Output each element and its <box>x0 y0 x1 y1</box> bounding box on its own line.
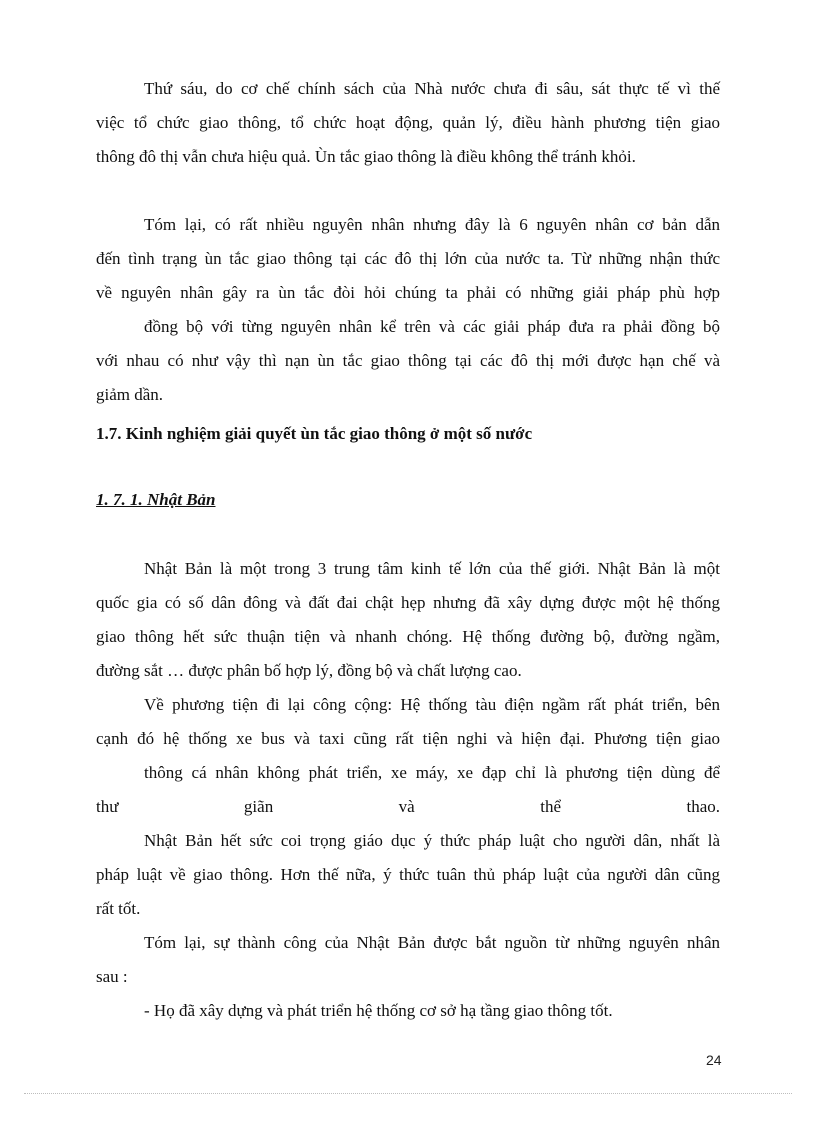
text-line: Nhật Bản là một trong 3 trung tâm kinh tế lớn của thế giới. Nhật Bản là một <box>144 559 720 578</box>
paragraph-7 <box>96 824 720 926</box>
text-line: Về phương tiện đi lại công cộng: Hệ thống tàu điện ngầm rất phát triển, bên <box>144 695 720 714</box>
text-line: Thứ sáu, do cơ chế chính sách của Nhà nước chưa đi sâu, sát thực tế vì thế <box>144 79 720 98</box>
text-line: rất tốt. <box>96 899 141 918</box>
paragraph-2 <box>96 208 720 310</box>
text-line: - Họ đã xây dựng và phát triển hệ thống cơ sở hạ tầng giao thông tốt. <box>144 1001 613 1020</box>
text-line: thư giãn và thể thao. <box>96 797 720 816</box>
page-number: 24 <box>706 1052 722 1068</box>
text-line: Tóm lại, sự thành công của Nhật Bản được bắt nguồn từ những nguyên nhân <box>144 933 720 952</box>
paragraph-3 <box>96 310 720 412</box>
paragraph-6 <box>96 756 720 824</box>
text-line: giảm dần. <box>96 385 164 404</box>
section-heading: 1.7. Kinh nghiệm giải quyết ùn tắc giao thông ở một số nước <box>96 424 533 443</box>
footer-divider <box>24 1093 792 1094</box>
text-line: đồng bộ với từng nguyên nhân kể trên và các giải pháp đưa ra phải đồng bộ <box>144 317 720 336</box>
text-line: giao thông hết sức thuận tiện và nhanh chóng. Hệ thống đường bộ, đường ngầm, <box>96 627 720 646</box>
paragraph-4 <box>96 552 720 688</box>
text-line: quốc gia có số dân đông và đất đai chật hẹp nhưng đã xây dựng được một hệ thống <box>96 593 720 612</box>
text-line: sau : <box>96 967 128 986</box>
text-line: pháp luật về giao thông. Hơn thế nữa, ý thức tuân thủ pháp luật của người dân cũng <box>96 865 720 884</box>
text-line: về nguyên nhân gây ra ùn tắc đòi hỏi chúng ta phải có những giải pháp phù hợp <box>96 283 720 302</box>
text-line: cạnh đó hệ thống xe bus và taxi cũng rất tiện nghi và hiện đại. Phương tiện giao <box>96 729 720 748</box>
subsection-heading: 1. 7. 1. Nhật Bản <box>96 490 216 509</box>
paragraph-9 <box>96 994 720 1028</box>
paragraph-8 <box>96 926 720 994</box>
paragraph-1 <box>96 72 720 174</box>
text-line: việc tổ chức giao thông, tổ chức hoạt động, quản lý, điều hành phương tiện giao <box>96 113 720 132</box>
text-line: thông cá nhân không phát triển, xe máy, xe đạp chỉ là phương tiện dùng để <box>144 763 720 782</box>
paragraph-5 <box>96 688 720 756</box>
text-line: với nhau có như vậy thì nạn ùn tắc giao thông tại các đô thị mới được hạn chế và <box>96 351 720 370</box>
text-line: đường sắt … được phân bố hợp lý, đồng bộ và chất lượng cao. <box>96 661 522 680</box>
text-line: đến tình trạng ùn tắc giao thông tại các đô thị lớn của nước ta. Từ những nhận thức <box>96 249 720 268</box>
text-line: Nhật Bản hết sức coi trọng giáo dục ý thức pháp luật cho người dân, nhất là <box>144 831 720 850</box>
text-line: thông đô thị vẫn chưa hiệu quả. Ùn tắc giao thông là điều không thể tránh khỏi. <box>96 147 636 166</box>
text-line: Tóm lại, có rất nhiều nguyên nhân nhưng đây là 6 nguyên nhân cơ bản dẫn <box>144 215 720 234</box>
